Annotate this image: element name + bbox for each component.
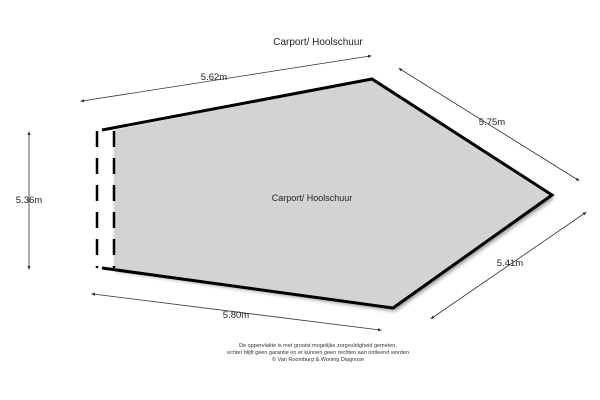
- disclaimer-line-1: De oppervlakte is met grootst mogelijke zorgvuldigheid gemeten,: [239, 343, 397, 349]
- dimension-left-label: 5.36m: [15, 195, 43, 206]
- plan-title: Carport/ Hoolschuur: [273, 37, 363, 48]
- dimension-top-label: 5.62m: [200, 72, 228, 83]
- dimension-left: [16, 133, 42, 268]
- dimension-bottom-label: 5.80m: [222, 310, 250, 321]
- room-label: Carport/ Hoolschuur: [271, 193, 353, 203]
- dimension-bottom-right-label: 5.41m: [496, 258, 524, 269]
- disclaimer-line-2: echter blijft geen garantie en er kunnen geen rechten aan ontleend worden: [227, 350, 409, 356]
- dimension-top-right-label: 5.75m: [478, 117, 506, 128]
- disclaimer: [227, 343, 409, 363]
- disclaimer-line-3: © Van Roomburg & Woning Diagnose: [271, 357, 365, 363]
